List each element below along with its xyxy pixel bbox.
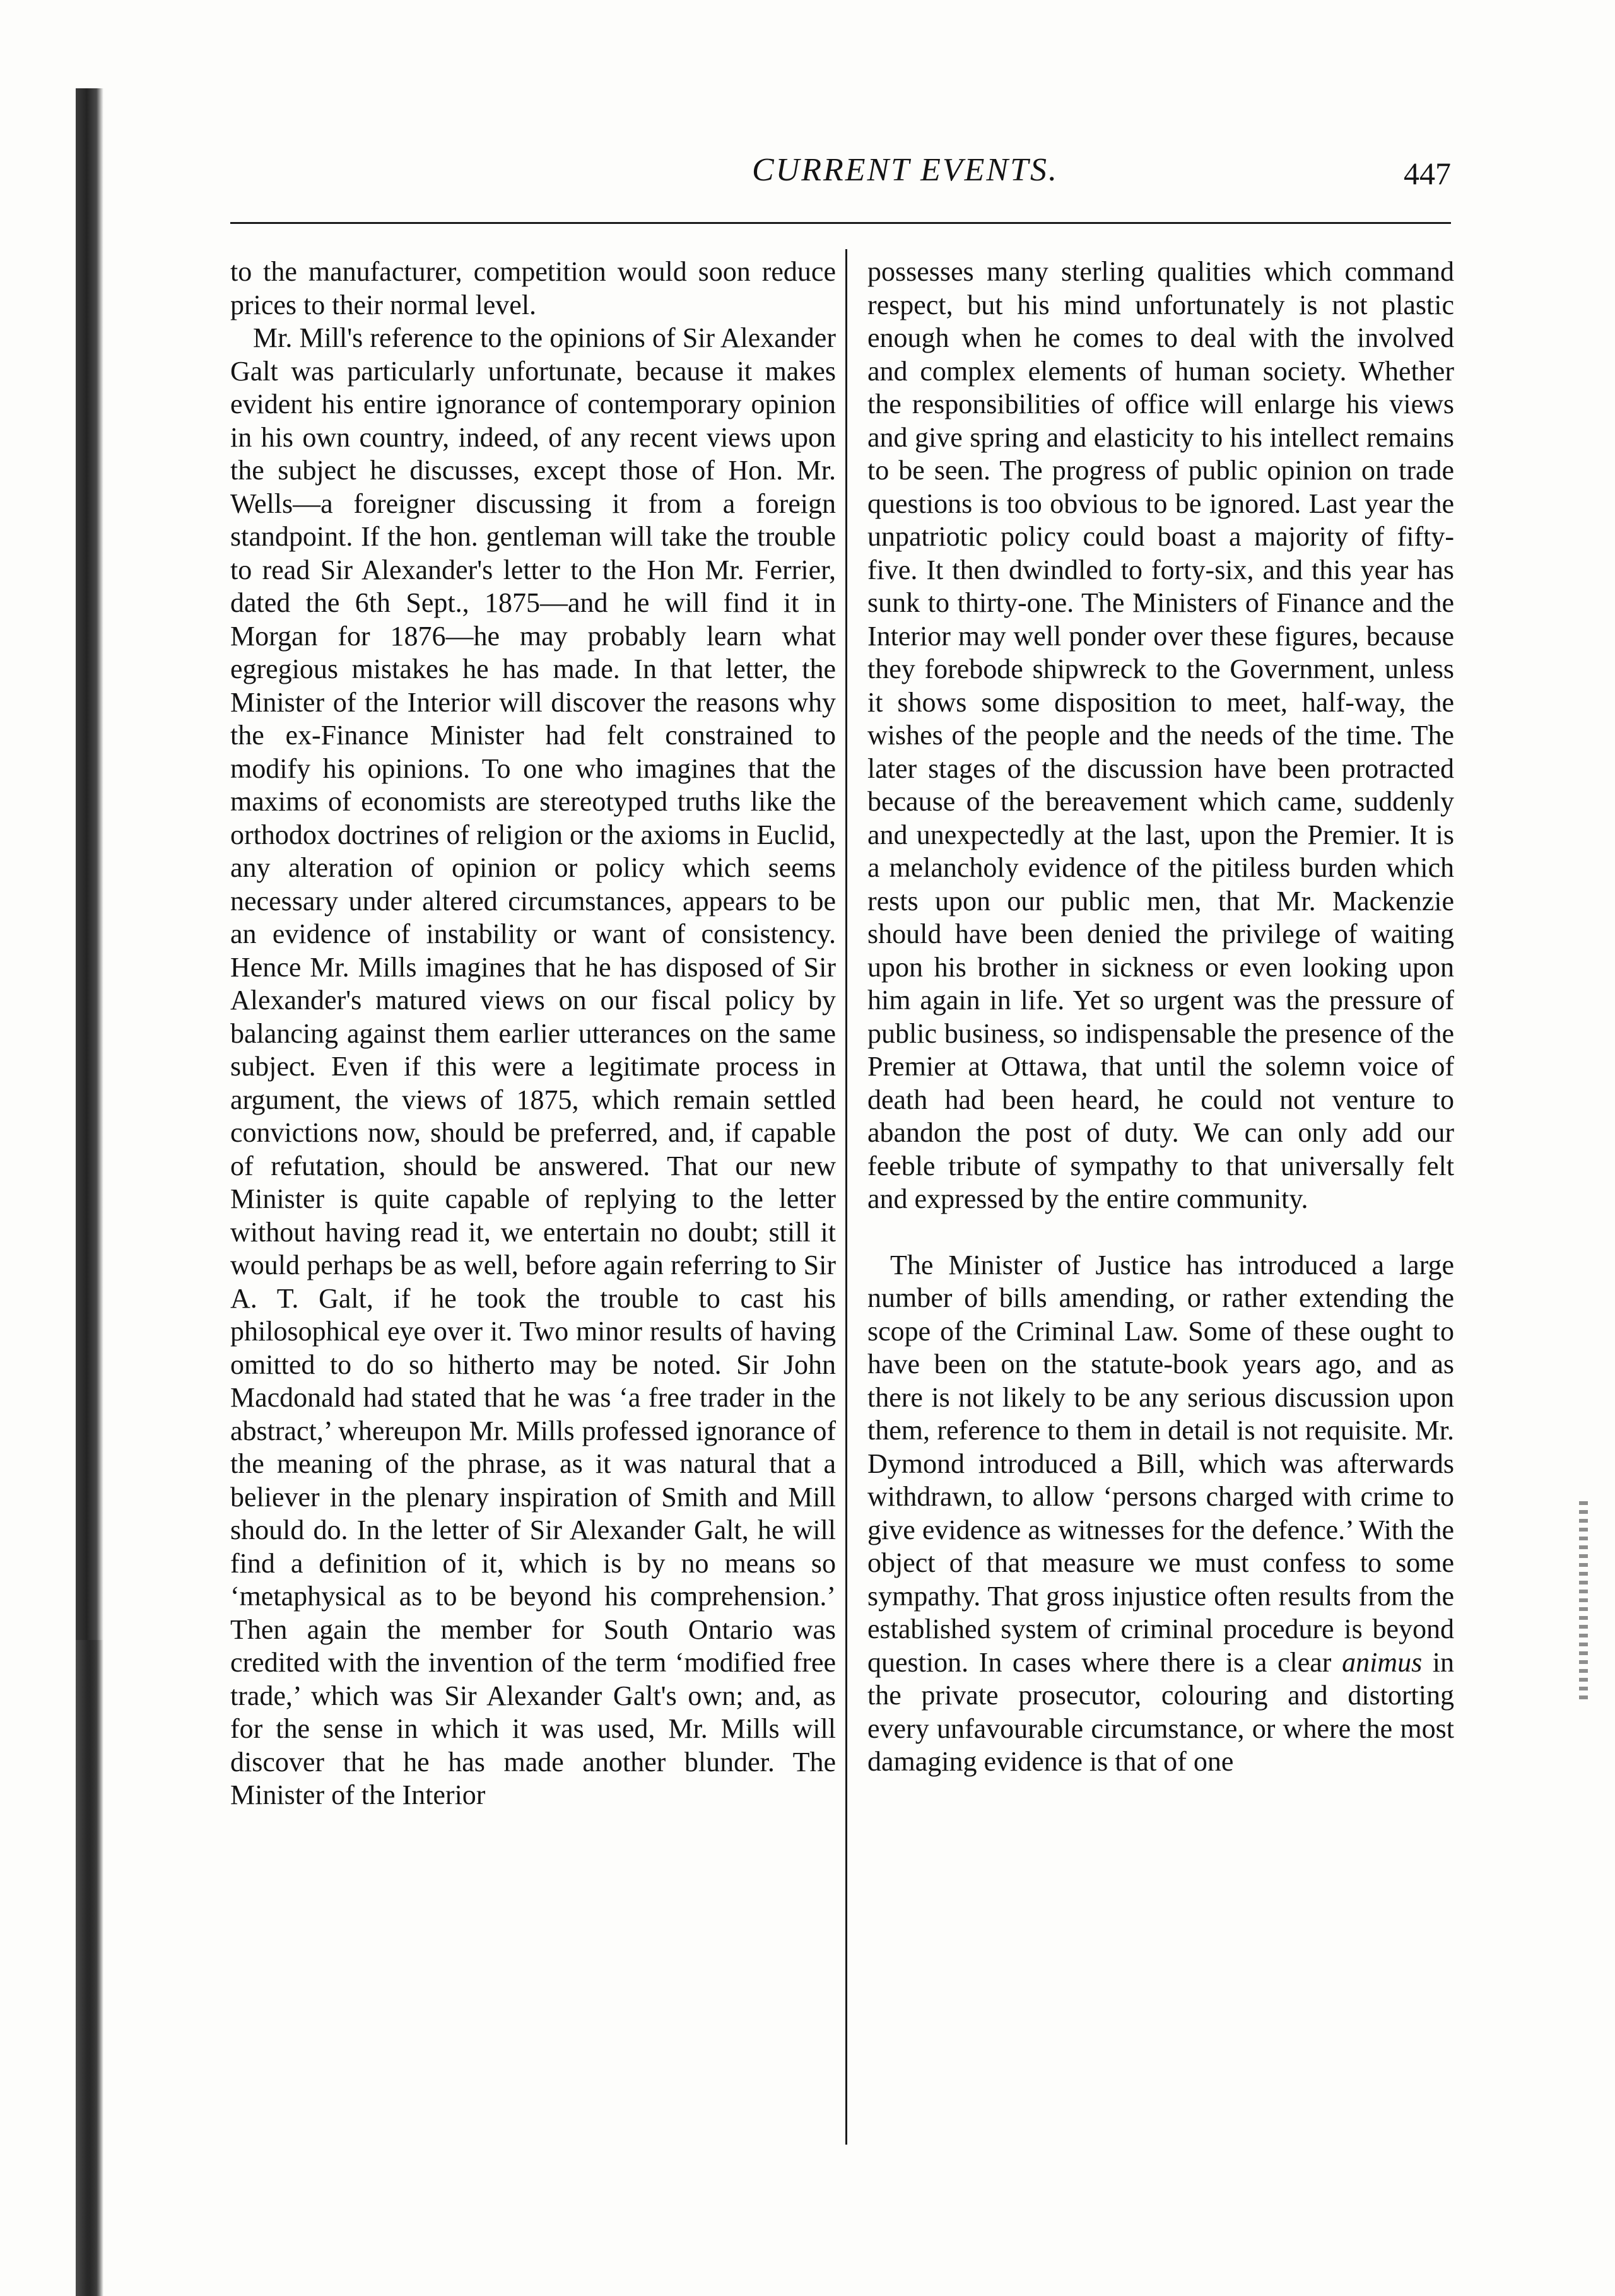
paragraph-text: in the private prosecutor, colouring and distorting every unfavourable circumstance, or where the most damaging evidence is that of one — [867, 1646, 1455, 1777]
page-number: 447 — [1404, 156, 1451, 191]
header-rule — [230, 222, 1451, 224]
running-head: CURRENT EVENTS. — [751, 152, 1059, 188]
paragraph: possesses many sterling qualities which command respect, but his mind unfortunately is not plastic enough when he comes to deal with the involved and complex elements of human society. Whether the responsibilities of office will enlarge his views and give spring and elasticity to his intellect remains to be seen. The progress of public opinion on trade questions is too obvious to be ignored. Last year the unpatriotic policy could boast a majority of fifty-five. It then dwindled to forty-six, and this year has sunk to thirty-one. The Ministers of Finance and the Interior may well ponder over these figures, because they forebode shipwreck to the Government, unless it shows some disposition to meet, half-way, the wishes of the people and the needs of the time. The later stages of the discussion have been protracted because of the bereavement which came, suddenly and unexpectedly at the last, upon the Premier. It is a melancholy evidence of the pitiless burden which rests upon our public men, that Mr. Mackenzie should have been denied the privilege of waiting upon his brother in sickness or even looking upon him again in life. Yet so urgent was the pressure of public business, so indispensable the presence of the Premier at Ottawa, that until the solemn voice of death had been heard, he could not venture to abandon the post of duty. We can only add our feeble tribute of sympathy to that universally felt and expressed by the entire community. — [867, 256, 1454, 1214]
page-header — [230, 151, 1451, 208]
column-divider — [845, 249, 847, 2145]
paragraph — [867, 1249, 1454, 1779]
right-column — [867, 255, 1454, 1779]
margin-speckle — [1579, 1501, 1588, 1703]
paragraph: to the manufacturer, competition would soon reduce prices to their normal level. — [230, 256, 836, 320]
left-column — [230, 255, 836, 1812]
paragraph-text: The Minister of Justice has introduced a large number of bills amending, or rather extending the scope of the Criminal Law. Some of these ought to have been on the statute-book years ago, and as there is not likely to be any serious discussion upon them, reference to them in detail is not requisite. Mr. Dymond introduced a Bill, which was afterwards withdrawn, to allow ‘persons charged with crime to give evidence as witnesses for the defence.’ With the object of that measure we must confess to some sympathy. That gross injustice often results from the established system of criminal procedure is beyond question. In cases where there is a clear — [867, 1249, 1454, 1678]
binding-edge-shadow — [76, 1640, 103, 2296]
italic-term: animus — [1342, 1646, 1423, 1678]
paragraph: Mr. Mill's reference to the opinions of Sir Alexander Galt was particularly unfortunate, because it makes evident his entire ignorance of contemporary opinion in his own country, indeed, of any recent views upon the subject he discusses, except those of Hon. Mr. Wells—a foreigner discussing it from a foreign standpoint. If the hon. gentleman will take the trouble to read Sir Alexander's letter to the Hon Mr. Ferrier, dated the 6th Sept., 1875—and he will find it in Morgan for 1876—he may probably learn what egregious mistakes he has made. In that letter, the Minister of the Interior will discover the reasons why the ex-Finance Minister had felt constrained to modify his opinions. To one who imagines that the maxims of economists are stereotyped truths like the orthodox doctrines of religion or the axioms in Euclid, any alteration of opinion or policy which seems necessary under altered circumstances, appears to be an evidence of instability or want of consistency. Hence Mr. Mills imagines that he has disposed of Sir Alexander's matured views on our fiscal policy by balancing against them earlier utterances on the same subject. Even if this were a legitimate process in argument, the views of 1875, which remain settled convictions now, should be preferred, and, if capable of refutation, should be answered. That our new Minister is quite capable of replying to the letter without having read it, we entertain no doubt; still it would perhaps be as well, before again referring to Sir A. T. Galt, if he took the trouble to cast his philosophical eye over it. Two minor results of having omitted to do so hitherto may be noted. Sir John Macdonald had stated that he was ‘a free trader in the abstract,’ whereupon Mr. Mills professed ignorance of the meaning of the phrase, as it was natural that a believer in the plenary inspiration of Smith and Mill should do. In the letter of Sir Alexander Galt, he will find a definition of it, which is by no means so ‘metaphysical as to be beyond his comprehension.’ Then again the member for South Ontario was credited with the invention of the term ‘modified free trade,’ which was Sir Alexander Galt's own; and, as for the sense in which it was used, Mr. Mills will discover that he has made another blunder. The Minister of the Interior — [230, 322, 836, 1810]
